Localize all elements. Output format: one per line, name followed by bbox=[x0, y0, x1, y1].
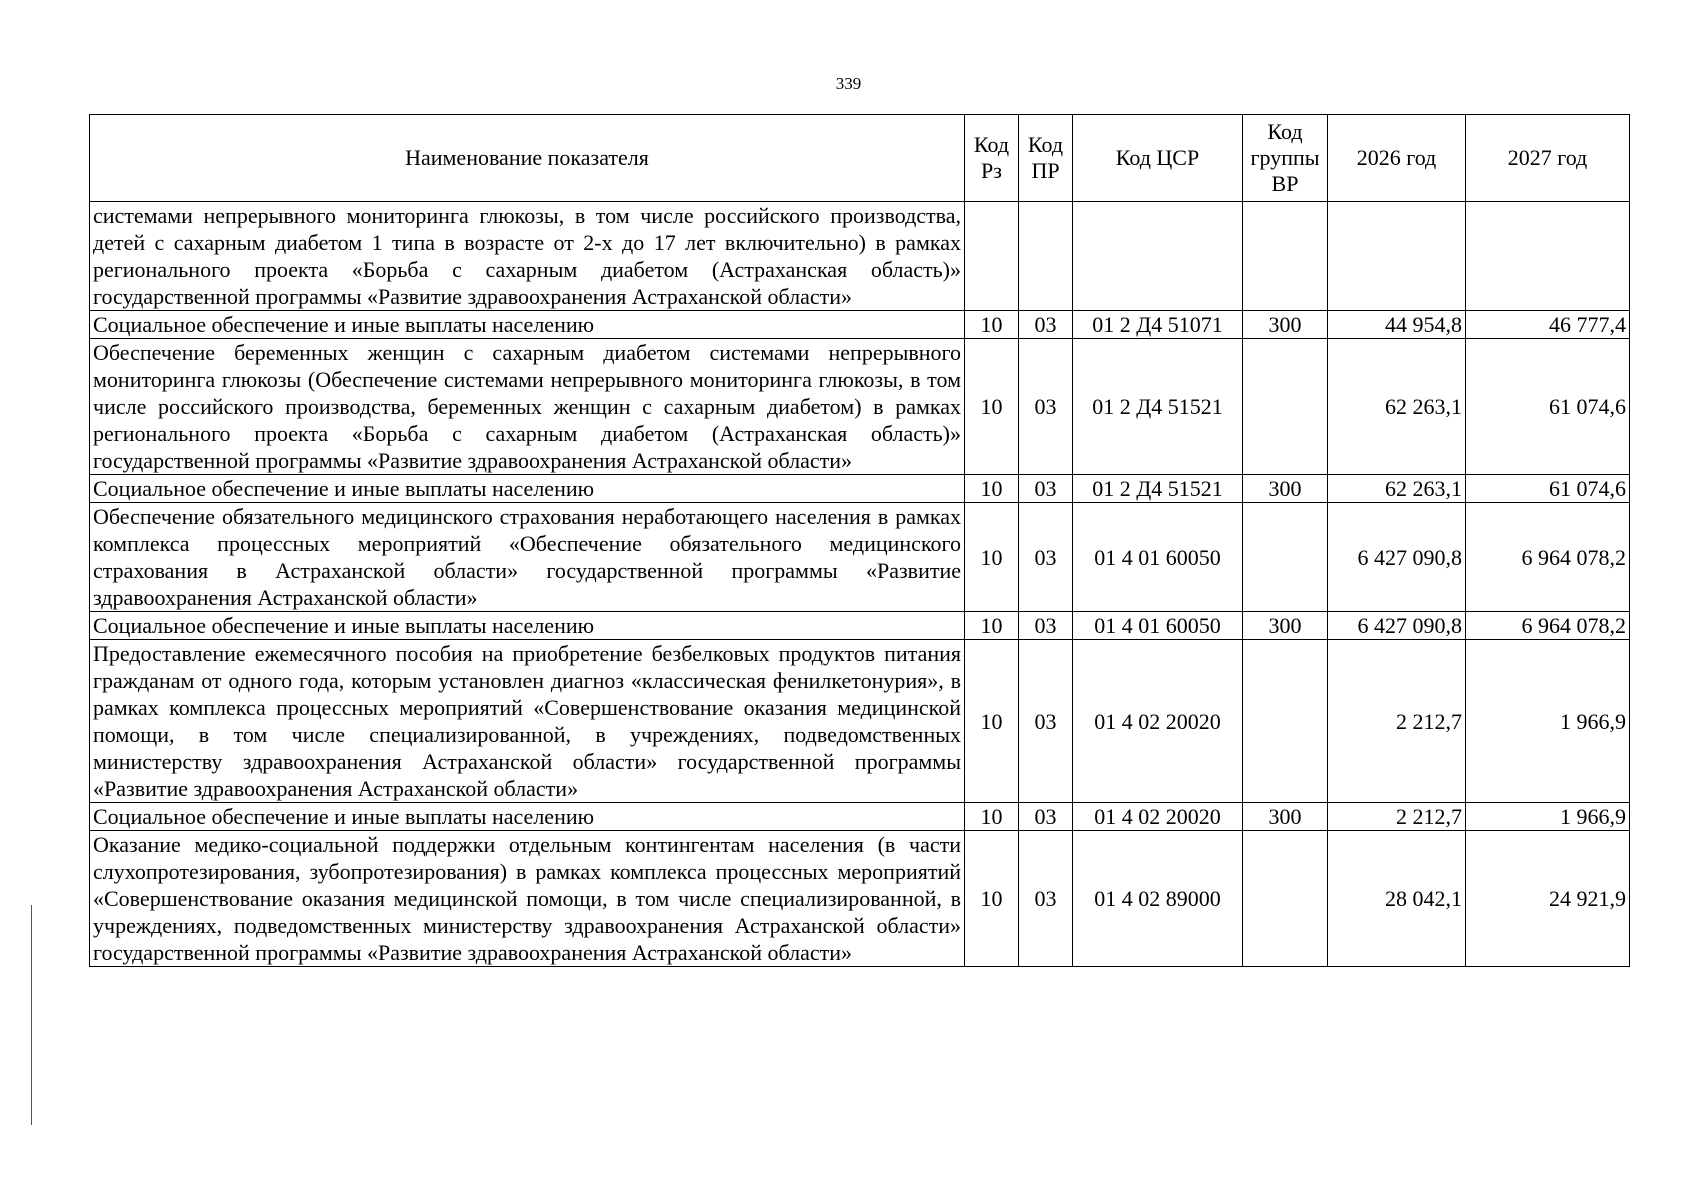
row-rz: 10 bbox=[965, 311, 1019, 339]
row-vr: 300 bbox=[1243, 803, 1328, 831]
row-rz: 10 bbox=[965, 475, 1019, 503]
row-name: Социальное обеспечение и иные выплаты населению bbox=[90, 803, 965, 831]
row-vr bbox=[1243, 831, 1328, 967]
row-vr: 300 bbox=[1243, 311, 1328, 339]
table-row bbox=[90, 640, 1630, 803]
row-pr bbox=[1019, 202, 1073, 311]
row-2026: 2 212,7 bbox=[1328, 640, 1466, 803]
page-number: 339 bbox=[835, 74, 862, 93]
row-csr: 01 2 Д4 51521 bbox=[1073, 339, 1243, 475]
row-pr: 03 bbox=[1019, 475, 1073, 503]
header-row bbox=[90, 115, 1630, 202]
row-pr: 03 bbox=[1019, 503, 1073, 612]
row-csr: 01 4 02 20020 bbox=[1073, 803, 1243, 831]
header-name: Наименование показателя bbox=[90, 115, 965, 202]
row-pr: 03 bbox=[1019, 831, 1073, 967]
table-row bbox=[90, 339, 1630, 475]
header-csr: Код ЦСР bbox=[1073, 115, 1243, 202]
row-vr bbox=[1243, 503, 1328, 612]
row-name: системами непрерывного мониторинга глюкозы, в том числе российского производства, детей с сахарным диабетом 1 типа в возрасте от 2-х до 17 лет включительно) в рамках регионального проекта «Борьба с сахарным диабетом (Астраханская область)» государственной программы «Развитие здравоохранения Астраханской области» bbox=[90, 202, 965, 311]
row-rz: 10 bbox=[965, 831, 1019, 967]
row-vr: 300 bbox=[1243, 612, 1328, 640]
row-vr: 300 bbox=[1243, 475, 1328, 503]
row-2026: 2 212,7 bbox=[1328, 803, 1466, 831]
header-vr: Код группы ВР bbox=[1243, 115, 1328, 202]
table-row bbox=[90, 503, 1630, 612]
row-rz bbox=[965, 202, 1019, 311]
row-vr bbox=[1243, 202, 1328, 311]
row-2027: 46 777,4 bbox=[1466, 311, 1630, 339]
row-rz: 10 bbox=[965, 612, 1019, 640]
row-2027: 1 966,9 bbox=[1466, 803, 1630, 831]
table-row bbox=[90, 803, 1630, 831]
header-rz: Код Рз bbox=[965, 115, 1019, 202]
row-rz: 10 bbox=[965, 339, 1019, 475]
row-rz: 10 bbox=[965, 503, 1019, 612]
row-2026: 62 263,1 bbox=[1328, 339, 1466, 475]
table-row bbox=[90, 475, 1630, 503]
row-2026: 62 263,1 bbox=[1328, 475, 1466, 503]
budget-table bbox=[89, 114, 1630, 967]
row-name: Предоставление ежемесячного пособия на приобретение безбелковых продуктов питания гражданам от одного года, которым установлен диагноз «классическая фенилкетонурия», в рамках комплекса процессных мероприятий «Совершенствование оказания медицинской помощи, в том числе специализированной, в учреждениях, подведомственных министерству здравоохранения Астраханской области» государственной программы «Развитие здравоохранения Астраханской области» bbox=[90, 640, 965, 803]
row-2027: 6 964 078,2 bbox=[1466, 503, 1630, 612]
row-name: Оказание медико-социальной поддержки отдельным контингентам населения (в части слухопротезирования, зубопротезирования) в рамках комплекса процессных мероприятий «Совершенствование оказания медицинской помощи, в том числе специализированной, в учреждениях, подведомственных министерству здравоохранения Астраханской области» государственной программы «Развитие здравоохранения Астраханской области» bbox=[90, 831, 965, 967]
row-rz: 10 bbox=[965, 803, 1019, 831]
row-2026: 6 427 090,8 bbox=[1328, 612, 1466, 640]
row-pr: 03 bbox=[1019, 803, 1073, 831]
row-csr: 01 4 01 60050 bbox=[1073, 612, 1243, 640]
table-row bbox=[90, 831, 1630, 967]
header-2026: 2026 год bbox=[1328, 115, 1466, 202]
row-2026: 44 954,8 bbox=[1328, 311, 1466, 339]
table-row bbox=[90, 311, 1630, 339]
row-2027: 6 964 078,2 bbox=[1466, 612, 1630, 640]
row-csr: 01 4 01 60050 bbox=[1073, 503, 1243, 612]
row-vr bbox=[1243, 339, 1328, 475]
row-2027: 1 966,9 bbox=[1466, 640, 1630, 803]
table-header bbox=[90, 115, 1630, 202]
row-csr: 01 2 Д4 51521 bbox=[1073, 475, 1243, 503]
row-vr bbox=[1243, 640, 1328, 803]
row-name: Обеспечение беременных женщин с сахарным диабетом системами непрерывного мониторинга глюкозы (Обеспечение системами непрерывного мониторинга глюкозы, в том числе российского производства, беременных женщин с сахарным диабетом) в рамках регионального проекта «Борьба с сахарным диабетом (Астраханская область)» государственной программы «Развитие здравоохранения Астраханской области» bbox=[90, 339, 965, 475]
row-2027: 24 921,9 bbox=[1466, 831, 1630, 967]
row-pr: 03 bbox=[1019, 640, 1073, 803]
table-row bbox=[90, 612, 1630, 640]
row-2027 bbox=[1466, 202, 1630, 311]
row-name: Социальное обеспечение и иные выплаты населению bbox=[90, 475, 965, 503]
row-2026 bbox=[1328, 202, 1466, 311]
row-csr bbox=[1073, 202, 1243, 311]
row-2027: 61 074,6 bbox=[1466, 339, 1630, 475]
header-2027: 2027 год bbox=[1466, 115, 1630, 202]
row-name: Социальное обеспечение и иные выплаты населению bbox=[90, 311, 965, 339]
scan-edge-line bbox=[31, 905, 32, 1125]
row-pr: 03 bbox=[1019, 311, 1073, 339]
row-csr: 01 4 02 20020 bbox=[1073, 640, 1243, 803]
row-pr: 03 bbox=[1019, 612, 1073, 640]
row-name: Социальное обеспечение и иные выплаты населению bbox=[90, 612, 965, 640]
row-name: Обеспечение обязательного медицинского страхования неработающего населения в рамках комплекса процессных мероприятий «Обеспечение обязательного медицинского страхования в Астраханской области» государственной программы «Развитие здравоохранения Астраханской области» bbox=[90, 503, 965, 612]
row-csr: 01 2 Д4 51071 bbox=[1073, 311, 1243, 339]
row-2027: 61 074,6 bbox=[1466, 475, 1630, 503]
row-2026: 28 042,1 bbox=[1328, 831, 1466, 967]
table-row bbox=[90, 202, 1630, 311]
table-body bbox=[90, 202, 1630, 967]
row-rz: 10 bbox=[965, 640, 1019, 803]
header-pr: Код ПР bbox=[1019, 115, 1073, 202]
row-pr: 03 bbox=[1019, 339, 1073, 475]
row-2026: 6 427 090,8 bbox=[1328, 503, 1466, 612]
row-csr: 01 4 02 89000 bbox=[1073, 831, 1243, 967]
